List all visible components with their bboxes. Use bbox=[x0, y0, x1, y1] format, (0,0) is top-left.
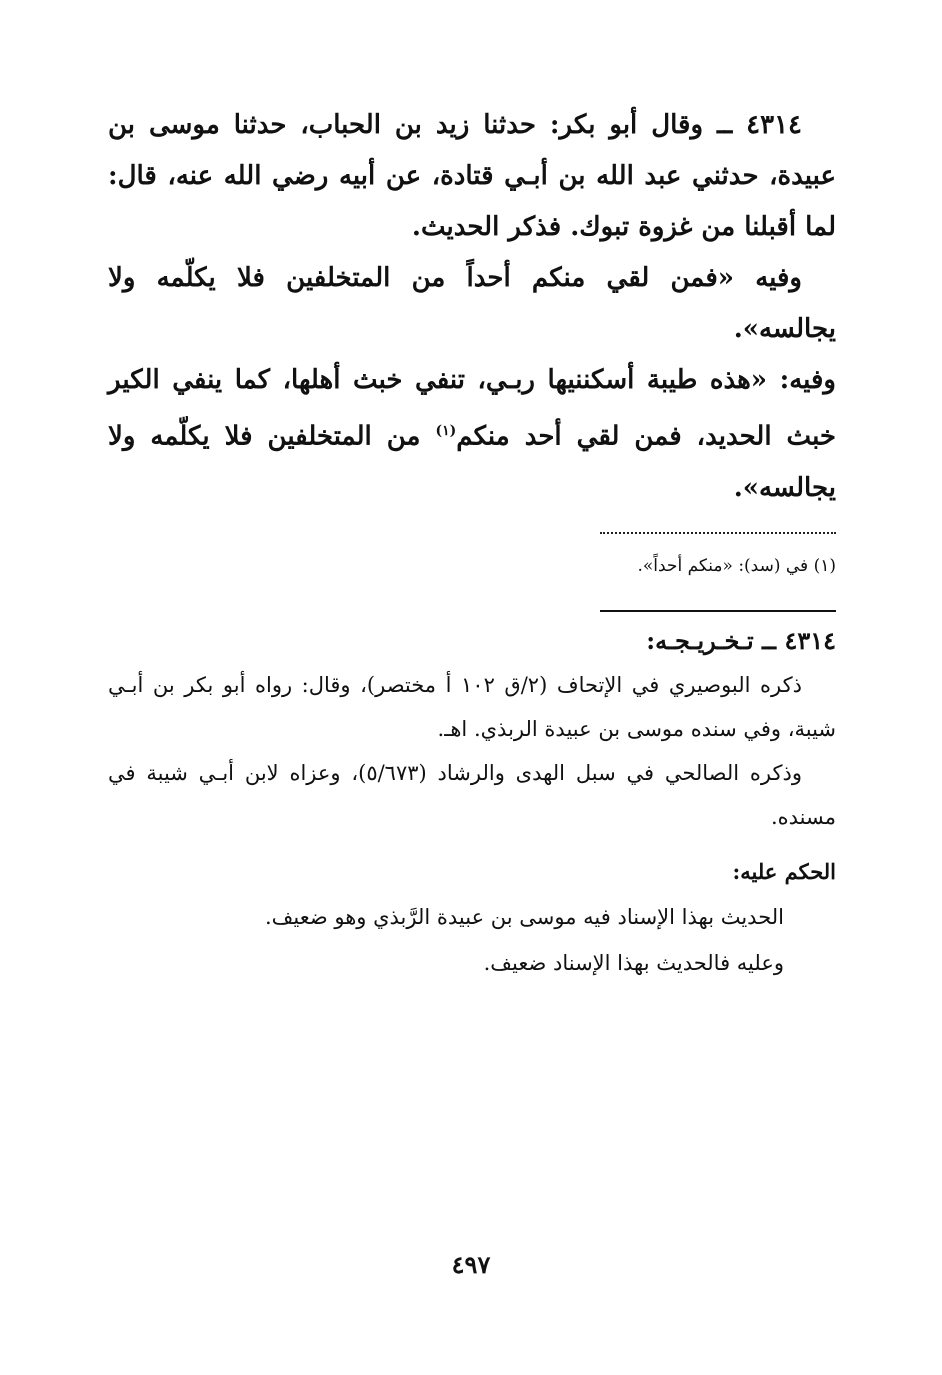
footnote: (١) في (سد): «منكم أحداً». bbox=[637, 555, 836, 576]
hadith-paragraph-1: ٤٣١٤ ــ وقال أبو بكر: حدثنا زيد بن الحباب، حدثنا موسى بن عبيدة، حدثني عبد الله بن أبـي قتادة، عن أبيه رضي الله عنه، قال: لما أقبلنا من غزوة تبوك. فذكر الحديث. bbox=[108, 110, 836, 242]
hadith-paragraph-2: وفيه «فمن لقي منكم أحداً من المتخلفين فلا يكلّمه ولا يجالسه». bbox=[108, 263, 836, 344]
takhrij-paragraph-1: ذكره البوصيري في الإتحاف (٢/ق ١٠٢ أ مختصر)، وقال: رواه أبو بكر بن أبـي شيبة، وفي سنده موسى بن عبيدة الربذي. اهـ. bbox=[108, 672, 836, 741]
takhrij-heading: ٤٣١٤ ــ تـخـريـجـه: bbox=[646, 625, 836, 655]
hadith-paragraph-3 bbox=[108, 355, 836, 514]
hadith-paragraph-3-part-1: وفيه: «هذه طيبة أسكننيها ربـي، تنفي خبث أهلها، كما ينفي الكير خبث الحديد، فمن لقي أحد منكم bbox=[108, 365, 836, 452]
footnote-dotted-separator bbox=[600, 532, 836, 534]
takhrij-paragraph-2: وذكره الصالحي في سبل الهدى والرشاد (٥/٦٧٣)، وعزاه لابن أبـي شيبة في مسنده. bbox=[108, 760, 836, 829]
page-number: ٤٩٧ bbox=[451, 1250, 491, 1279]
hukm-line-2: وعليه فالحديث بهذا الإسناد ضعيف. bbox=[483, 950, 784, 975]
takhrij-section bbox=[108, 663, 836, 839]
page-body bbox=[108, 100, 836, 986]
hukm-heading: الحكم عليه: bbox=[732, 858, 836, 884]
hadith-text bbox=[108, 100, 836, 514]
section-separator bbox=[600, 610, 836, 612]
hukm-section bbox=[108, 894, 784, 986]
footnote-marker: (١) bbox=[435, 423, 457, 439]
hukm-line-1: الحديث بهذا الإسناد فيه موسى بن عبيدة الرَّبذي وهو ضعيف. bbox=[264, 904, 784, 929]
hadith-paragraph-3-part-2: من المتخلفين فلا يكلّمه ولا يجالسه». bbox=[108, 421, 836, 503]
